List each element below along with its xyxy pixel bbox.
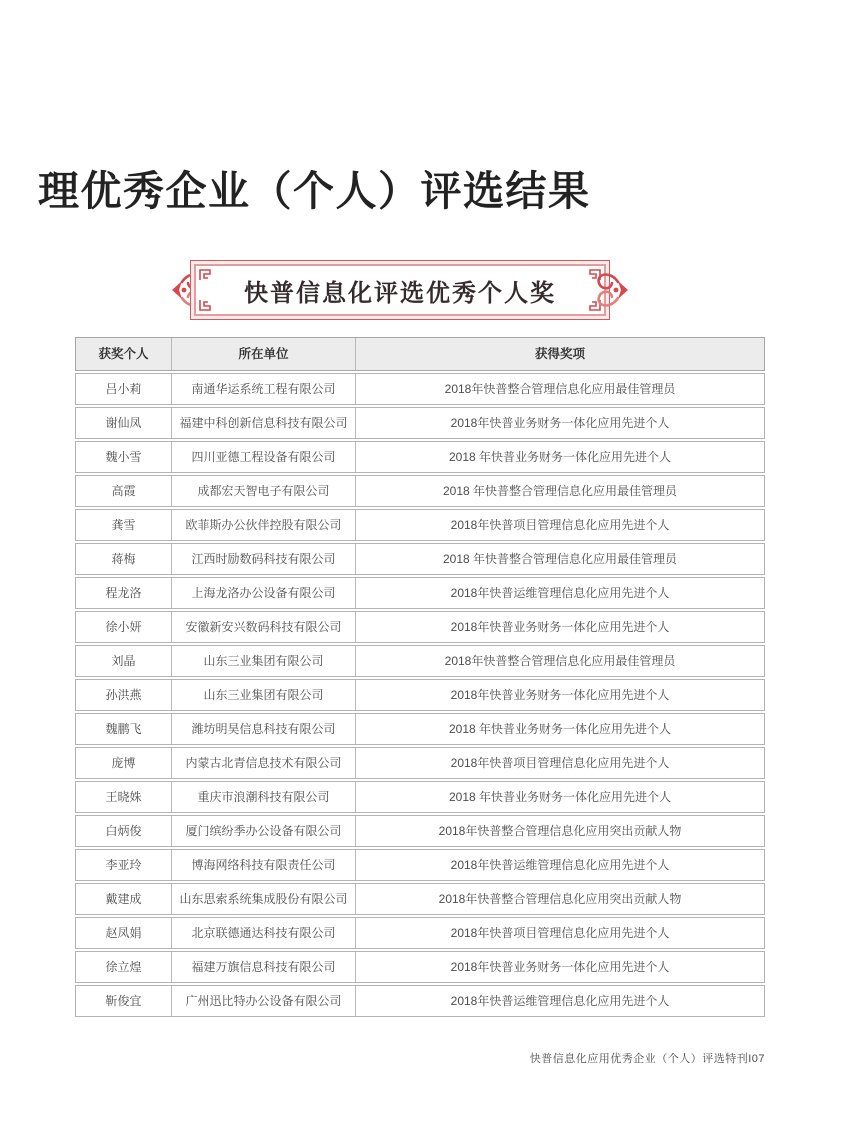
cell-winner-name: 戴建成 xyxy=(105,892,142,906)
cell-company: 欧菲斯办公伙伴控股有限公司 xyxy=(171,510,355,540)
cell-company: 博海网络科技有限责任公司 xyxy=(171,850,355,880)
page-title: 理优秀企业（个人）评选结果 xyxy=(38,168,591,214)
cell-winner-name: 徐立煌 xyxy=(105,960,142,974)
cell-company: 山东三业集团有限公司 xyxy=(171,646,355,676)
award-banner xyxy=(178,260,622,320)
cell-company: 山东三业集团有限公司 xyxy=(171,680,355,710)
cell-award: 2018年快普业务财务一体化应用先进个人 xyxy=(355,612,764,642)
cell-winner-name: 高霞 xyxy=(111,484,136,498)
table-row xyxy=(75,441,765,473)
cell-winner-name: 靳俊宜 xyxy=(105,994,142,1008)
cell-company: 山东思索系统集成股份有限公司 xyxy=(171,884,355,914)
cell-winner-name: 赵凤娟 xyxy=(105,926,142,940)
table-row xyxy=(75,951,765,983)
cell-award: 2018年快普运维管理信息化应用先进个人 xyxy=(355,578,764,608)
column-header-award: 获得奖项 xyxy=(355,338,764,370)
table-row xyxy=(75,475,765,507)
table-row xyxy=(75,747,765,779)
table-row xyxy=(75,985,765,1017)
table-row xyxy=(75,509,765,541)
table-row xyxy=(75,645,765,677)
cell-award: 2018年快普整合管理信息化应用最佳管理员 xyxy=(355,374,764,404)
cell-company: 福建万旗信息科技有限公司 xyxy=(171,952,355,982)
table-row xyxy=(75,577,765,609)
cell-company: 内蒙古北青信息技术有限公司 xyxy=(171,748,355,778)
cell-company: 上海龙洛办公设备有限公司 xyxy=(171,578,355,608)
banner-frame xyxy=(194,264,606,316)
cell-award: 2018 年快普整合管理信息化应用最佳管理员 xyxy=(355,476,764,506)
table-row xyxy=(75,781,765,813)
cell-company: 福建中科创新信息科技有限公司 xyxy=(171,408,355,438)
greek-key-corner-icon xyxy=(199,269,211,281)
scroll-flourish-right-icon xyxy=(592,266,628,314)
cell-winner-name: 白炳俊 xyxy=(105,824,142,838)
cell-winner-name: 魏小雪 xyxy=(105,450,142,464)
cell-company: 南通华运系统工程有限公司 xyxy=(171,374,355,404)
table-row xyxy=(75,407,765,439)
cell-award: 2018年快普整合管理信息化应用最佳管理员 xyxy=(355,646,764,676)
table-row xyxy=(75,883,765,915)
banner-title: 快普信息化评选优秀个人奖 xyxy=(244,279,556,307)
cell-company: 安徽新安兴数码科技有限公司 xyxy=(171,612,355,642)
table-row xyxy=(75,373,765,405)
table-row xyxy=(75,611,765,643)
cell-award: 2018年快普整合管理信息化应用突出贡献人物 xyxy=(355,816,764,846)
table-row xyxy=(75,917,765,949)
cell-award: 2018 年快普业务财务一体化应用先进个人 xyxy=(355,442,764,472)
cell-winner-name: 孙洪燕 xyxy=(105,688,142,702)
cell-award: 2018年快普项目管理信息化应用先进个人 xyxy=(355,510,764,540)
cell-award: 2018年快普运维管理信息化应用先进个人 xyxy=(355,986,764,1016)
cell-company: 成都宏天智电子有限公司 xyxy=(171,476,355,506)
page-footer: 快普信息化应用优秀企业（个人）评选特刊I07 xyxy=(529,1053,765,1065)
cell-winner-name: 庞博 xyxy=(111,756,136,770)
cell-company: 潍坊明昊信息科技有限公司 xyxy=(171,714,355,744)
cell-award: 2018 年快普业务财务一体化应用先进个人 xyxy=(355,714,764,744)
cell-company: 北京联德通达科技有限公司 xyxy=(171,918,355,948)
table-row xyxy=(75,849,765,881)
cell-winner-name: 徐小妍 xyxy=(105,620,142,634)
table-rows xyxy=(75,373,765,1017)
column-header-unit: 所在单位 xyxy=(171,338,355,370)
cell-award: 2018 年快普业务财务一体化应用先进个人 xyxy=(355,782,764,812)
cell-award: 2018 年快普整合管理信息化应用最佳管理员 xyxy=(355,544,764,574)
cell-award: 2018年快普业务财务一体化应用先进个人 xyxy=(355,952,764,982)
cell-award: 2018年快普整合管理信息化应用突出贡献人物 xyxy=(355,884,764,914)
cell-winner-name: 李亚玲 xyxy=(105,858,142,872)
cell-company: 四川亚德工程设备有限公司 xyxy=(171,442,355,472)
cell-winner-name: 蒋梅 xyxy=(111,552,136,566)
cell-award: 2018年快普业务财务一体化应用先进个人 xyxy=(355,408,764,438)
cell-award: 2018年快普项目管理信息化应用先进个人 xyxy=(355,918,764,948)
cell-winner-name: 谢仙凤 xyxy=(105,416,142,430)
cell-award: 2018年快普运维管理信息化应用先进个人 xyxy=(355,850,764,880)
cell-winner-name: 程龙洛 xyxy=(105,586,142,600)
table-row xyxy=(75,713,765,745)
table-row xyxy=(75,543,765,575)
cell-winner-name: 龚雪 xyxy=(111,518,136,532)
table-row xyxy=(75,679,765,711)
cell-company: 江西时励数码科技有限公司 xyxy=(171,544,355,574)
cell-winner-name: 刘晶 xyxy=(111,654,136,668)
column-header-name: 获奖个人 xyxy=(98,347,149,361)
cell-winner-name: 魏鹏飞 xyxy=(105,722,142,736)
cell-winner-name: 王晓姝 xyxy=(105,790,142,804)
cell-award: 2018年快普项目管理信息化应用先进个人 xyxy=(355,748,764,778)
cell-company: 广州迅比特办公设备有限公司 xyxy=(171,986,355,1016)
cell-award: 2018年快普业务财务一体化应用先进个人 xyxy=(355,680,764,710)
cell-company: 厦门缤纷季办公设备有限公司 xyxy=(171,816,355,846)
greek-key-corner-icon xyxy=(199,299,211,311)
awards-table xyxy=(75,337,765,1017)
table-header-row xyxy=(75,337,765,371)
cell-company: 重庆市浪潮科技有限公司 xyxy=(171,782,355,812)
cell-winner-name: 吕小莉 xyxy=(105,382,142,396)
table-row xyxy=(75,815,765,847)
